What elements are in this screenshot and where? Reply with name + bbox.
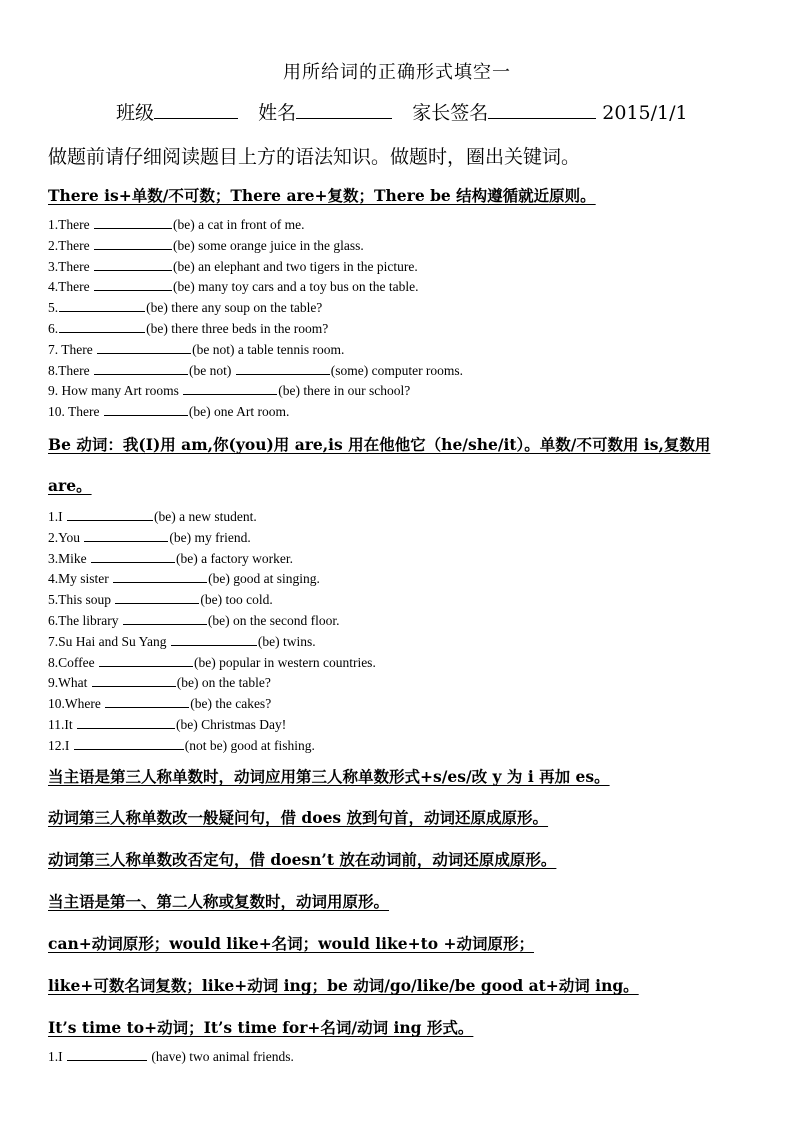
parent-signature-blank bbox=[488, 100, 596, 119]
exercise-item: 6. (be) there three beds in the room? bbox=[48, 320, 329, 336]
exercise-item: 3.There (be) an elephant and two tigers in the picture. bbox=[48, 258, 418, 274]
exercise-item: 2.There (be) some orange juice in the glass. bbox=[48, 237, 364, 253]
rule-be-verb: Be 动词：我(I)用 am,你(you)用 are,is 用在他他它（he/she/it）。单数/不可数用 is,复数用 are。 bbox=[48, 435, 711, 495]
answer-blank bbox=[94, 215, 172, 229]
exercise-list-verbs bbox=[48, 1047, 294, 1068]
exercise-item: 12.I (not be) good at fishing. bbox=[48, 737, 315, 753]
exercise-item: 10.Where (be) the cakes? bbox=[48, 696, 272, 712]
answer-blank bbox=[94, 277, 172, 291]
answer-blank bbox=[97, 340, 191, 354]
answer-blank bbox=[84, 528, 168, 542]
rule-like-ing: like+可数名词复数；like+动词 ing；be 动词/go/like/be good at+动词 ing。 bbox=[48, 976, 639, 995]
date: 2015/1/1 bbox=[602, 102, 688, 124]
answer-blank bbox=[91, 549, 175, 563]
rule-doesnt-negative: 动词第三人称单数改否定句，借 doesn’t 放在动词前，动词还原成原形。 bbox=[48, 850, 557, 869]
student-info-line bbox=[116, 98, 688, 125]
rule-base-form: 当主语是第一、第二人称或复数时，动词用原形。 bbox=[48, 892, 390, 911]
page-title: 用所给词的正确形式填空一 bbox=[283, 62, 511, 83]
rule-there-be: There is+单数/不可数；There are+复数；There be 结构遵循就近原则。 bbox=[48, 186, 596, 205]
instruction-note: 做题前请仔细阅读题目上方的语法知识。做题时，圈出关键词。 bbox=[48, 146, 581, 168]
exercise-item: 1.I (be) a new student. bbox=[48, 509, 257, 524]
answer-blank bbox=[99, 653, 193, 667]
exercise-item: 7.Su Hai and Su Yang (be) twins. bbox=[48, 633, 316, 649]
exercise-item: 9.What (be) on the table? bbox=[48, 675, 271, 691]
answer-blank bbox=[94, 361, 188, 375]
exercise-item: 4.My sister (be) good at singing. bbox=[48, 571, 320, 587]
class-label: 班级 bbox=[116, 102, 155, 124]
exercise-item: 11.It (be) Christmas Day! bbox=[48, 716, 287, 732]
rule-third-person: 当主语是第三人称单数时，动词应用第三人称单数形式+s/es/改 y 为 i 再加 es。 bbox=[48, 767, 610, 786]
answer-blank bbox=[59, 298, 145, 312]
answer-blank bbox=[77, 715, 175, 729]
rule-does-question: 动词第三人称单数改一般疑问句，借 does 放到句首，动词还原成原形。 bbox=[48, 808, 549, 827]
exercise-item: 2.You (be) my friend. bbox=[48, 529, 251, 545]
answer-blank bbox=[115, 590, 199, 604]
answer-blank bbox=[59, 319, 145, 333]
exercise-item: 8.Coffee (be) popular in western countries. bbox=[48, 654, 376, 670]
rule-its-time: It’s time to+动词；It’s time for+名词/动词 ing 形式。 bbox=[48, 1018, 474, 1037]
exercise-item: 3.Mike (be) a factory worker. bbox=[48, 550, 293, 566]
rule-can-would-like: can+动词原形；would like+名词；would like+to +动词原形； bbox=[48, 934, 534, 953]
exercise-item: 9. How many Art rooms (be) there in our school? bbox=[48, 383, 411, 399]
exercise-item: 8.There (be not) (some) computer rooms. bbox=[48, 362, 464, 378]
exercise-item: 1.There (be) a cat in front of me. bbox=[48, 217, 305, 232]
answer-blank bbox=[92, 673, 176, 687]
answer-blank bbox=[67, 1047, 147, 1061]
answer-blank bbox=[113, 569, 207, 583]
answer-blank bbox=[183, 381, 277, 395]
exercise-item: 1.I (have) two animal friends. bbox=[48, 1049, 294, 1064]
exercise-list-be-verb bbox=[48, 507, 376, 757]
answer-blank bbox=[74, 736, 184, 750]
name-blank bbox=[296, 100, 392, 119]
answer-blank bbox=[94, 236, 172, 250]
answer-blank bbox=[171, 632, 257, 646]
answer-blank bbox=[105, 694, 189, 708]
exercise-item: 10. There (be) one Art room. bbox=[48, 404, 290, 420]
exercise-item: 5. (be) there any soup on the table? bbox=[48, 300, 323, 316]
parent-signature-label: 家长签名 bbox=[412, 102, 489, 124]
answer-blank bbox=[94, 257, 172, 271]
answer-blank bbox=[104, 402, 188, 416]
name-label: 姓名 bbox=[258, 102, 297, 124]
exercise-item: 4.There (be) many toy cars and a toy bus on the table. bbox=[48, 279, 419, 295]
exercise-item: 5.This soup (be) too cold. bbox=[48, 592, 273, 608]
exercise-list-there-be bbox=[48, 215, 463, 423]
exercise-item: 7. There (be not) a table tennis room. bbox=[48, 341, 345, 357]
class-blank bbox=[154, 100, 238, 119]
answer-blank bbox=[236, 361, 330, 375]
exercise-item: 6.The library (be) on the second floor. bbox=[48, 612, 340, 628]
answer-blank bbox=[123, 611, 207, 625]
answer-blank bbox=[67, 507, 153, 521]
